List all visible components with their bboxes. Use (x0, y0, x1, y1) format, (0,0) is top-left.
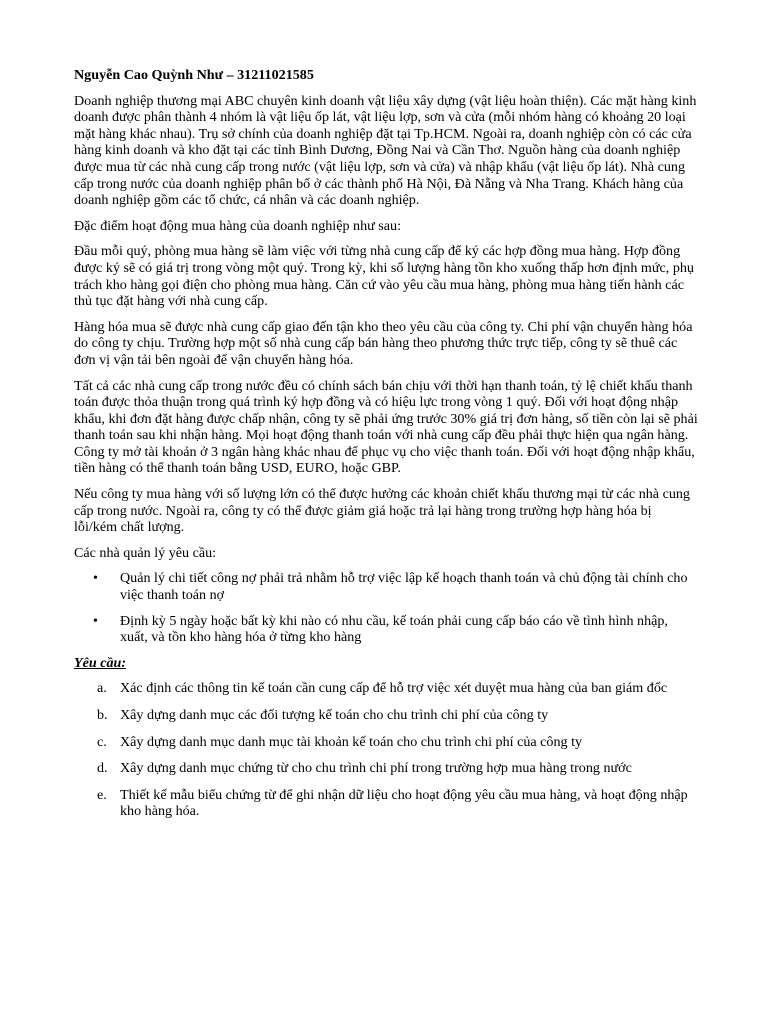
list-item-text: Định kỳ 5 ngày hoặc bất kỳ khi nào có nhu cầu, kế toán phải cung cấp báo cáo về tình hình nhập, xuất, và tồn kho hàng hóa ở từng kho hàng (120, 612, 668, 646)
paragraph-delivery: Hàng hóa mua sẽ được nhà cung cấp giao đến tận kho theo yêu cầu của công ty. Chi phí vận chuyển hàng hóa do công ty chịu. Trường hợp một số nhà cung cấp bán hàng theo phương thức trực tiếp, công ty sẽ thuê các đơn vị vận tải bên ngoài để vận chuyển hàng hóa. (74, 318, 693, 368)
item-marker: e. (97, 786, 107, 803)
item-marker: d. (97, 760, 108, 777)
paragraph-purchasing-intro: Đặc điểm hoạt động mua hàng của doanh nghiệp như sau: (74, 217, 402, 234)
bullet-marker: • (93, 612, 98, 629)
list-item (74, 760, 698, 777)
item-marker: b. (97, 707, 108, 723)
bullet-marker: • (93, 570, 98, 587)
paragraph-payment-terms: Tất cả các nhà cung cấp trong nước đều có chính sách bán chịu với thời hạn thanh toán, tỷ lệ chiết khấu thanh toán được thỏa thuận trong quá trình ký hợp đồng và có hiệu lực trong vòng 1 quý. Đối với hoạt động nhập khẩu, khi đơn đặt hàng được chấp nhận, công ty sẽ phải ứng trước 30% giá trị đơn hàng, số tiền còn lại sẽ phải thanh toán sau khi nhận hàng. Mọi hoạt động thanh toán với nhà cung cấp đều phải thực hiện qua ngân hàng. Công ty mở tài khoản ở 3 ngân hàng khác nhau để phục vụ cho việc thanh toán. Đối với hoạt động nhập khẩu, tiền hàng có thể thanh toán bằng USD, EURO, hoặc GBP. (74, 377, 698, 477)
list-item (74, 613, 698, 646)
manager-requests-list (74, 570, 698, 645)
paragraph-quarterly-contracts: Đầu mỗi quý, phòng mua hàng sẽ làm việc với từng nhà cung cấp để ký các hợp đồng mua hàng. Hợp đồng được ký sẽ có giá trị trong vòng một quý. Trong kỳ, khi số lượng hàng tồn kho xuống thấp hơn định mức, phụ trách kho hàng gọi điện cho phòng mua hàng. Căn cứ vào yêu cầu mua hàng, phòng mua hàng tiến hành các thủ tục đặt hàng với nhà cung cấp. (74, 243, 694, 310)
list-item-text: Xác định các thông tin kế toán cần cung cấp để hỗ trợ việc xét duyệt mua hàng của ban giám đốc (120, 680, 668, 697)
list-item (74, 570, 698, 603)
item-marker: a. (97, 680, 107, 697)
list-item-text: Xây dựng danh mục danh mục tài khoản kế toán cho chu trình chi phí của công ty (120, 733, 583, 750)
list-item-text: Quản lý chi tiết công nợ phải trả nhằm hỗ trợ việc lập kế hoạch thanh toán và chủ động tài chính cho việc thanh toán nợ (120, 570, 688, 604)
paragraph-manager-requests: Các nhà quản lý yêu cầu: (74, 544, 217, 561)
list-item-text: Xây dựng danh mục chứng từ cho chu trình chi phí trong trường hợp mua hàng trong nước (120, 760, 632, 777)
document-body (74, 67, 698, 830)
list-item-text: Xây dựng danh mục các đối tượng kế toán cho chu trình chi phí của công ty (120, 707, 549, 723)
list-item (74, 707, 698, 724)
item-marker: c. (97, 733, 107, 750)
list-item (74, 787, 698, 820)
list-item (74, 680, 698, 697)
list-item-text: Thiết kế mẫu biểu chứng từ để ghi nhận dữ liệu cho hoạt động yêu cầu mua hàng, và hoạt động nhập kho hàng hóa. (120, 786, 688, 820)
requirements-list (74, 680, 698, 820)
paragraph-discounts: Nếu công ty mua hàng với số lượng lớn có thể được hưởng các khoản chiết khấu thương mại từ các nhà cung cấp trong nước. Ngoài ra, công ty có thể được giảm giá hoặc trả lại hàng trong trường hợp hàng hóa bị lỗi/kém chất lượng. (74, 486, 690, 536)
requirements-heading: Yêu cầu: (74, 654, 127, 671)
list-item (74, 734, 698, 751)
author-title: Nguyễn Cao Quỳnh Như – 31211021585 (74, 67, 314, 83)
paragraph-company-overview: Doanh nghiệp thương mại ABC chuyên kinh doanh vật liệu xây dựng (vật liệu hoàn thiện). Các mặt hàng kinh doanh được phân thành 4 nhóm là vật liệu ốp lát, vật liệu lợp, sơn và cửa (mỗi nhóm hàng có khoảng 20 loại mặt hàng khác nhau). Trụ sở chính của doanh nghiệp đặt tại Tp.HCM. Ngoài ra, doanh nghiệp còn có các cửa hàng kinh doanh và kho đặt tại các tỉnh Bình Dương, Đồng Nai và Cần Thơ. Nguồn hàng của doanh nghiệp được mua từ các nhà cung cấp trong nước (vật liệu lợp, sơn và cửa) và nhập khẩu (vật liệu ốp lát). Nhà cung cấp trong nước của doanh nghiệp phân bố ở các thành phố Hà Nội, Đà Nẵng và Nha Trang. Khách hàng của doanh nghiệp gồm các tổ chức, cá nhân và các doanh nghiệp. (74, 92, 697, 209)
